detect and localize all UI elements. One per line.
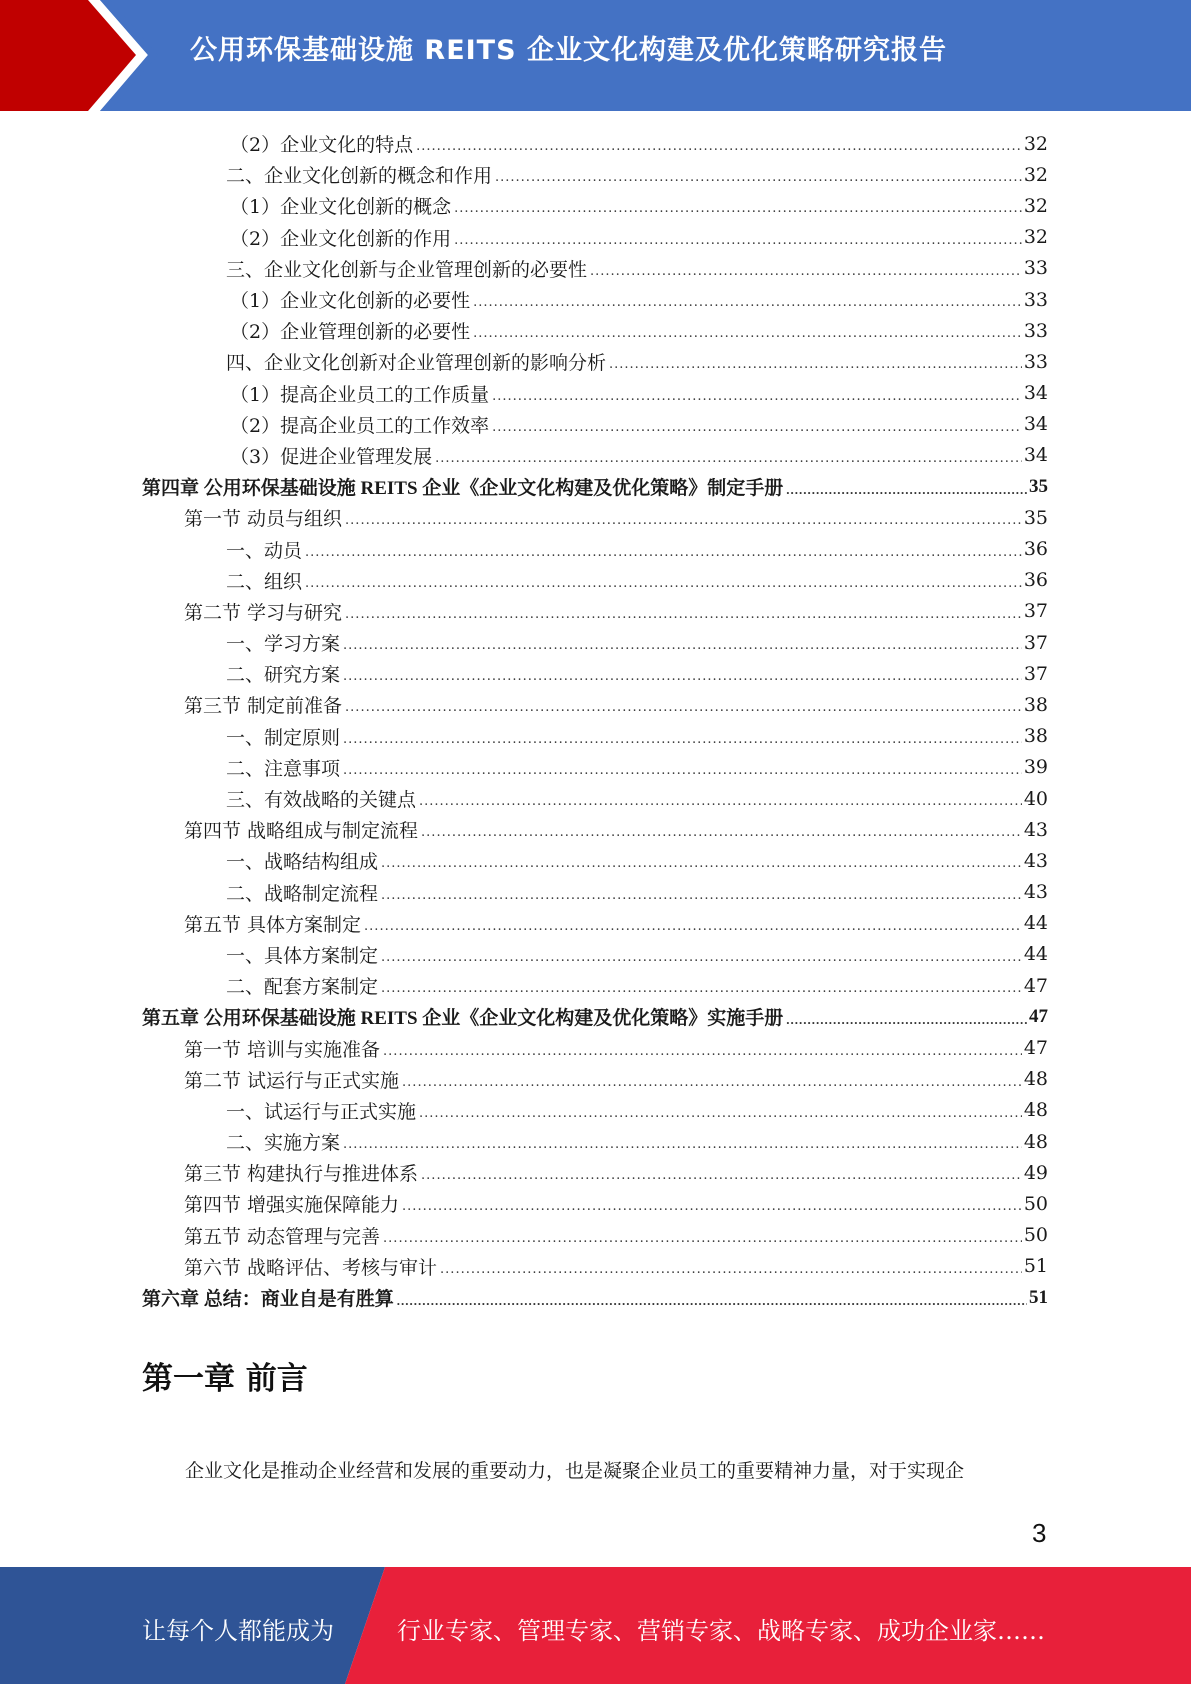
toc-entry-page: 48: [1023, 1099, 1048, 1122]
toc-entry-label: 第二节 学习与研究: [184, 598, 345, 625]
toc-leader-dots: [435, 451, 1022, 466]
toc-leader-dots: [440, 1262, 1022, 1277]
toc-entry-page: 34: [1023, 382, 1048, 405]
toc-entry[interactable]: [142, 814, 1048, 845]
toc-leader-dots: [419, 1106, 1022, 1121]
toc-entry-page: 48: [1023, 1068, 1048, 1091]
toc-entry[interactable]: [142, 721, 1048, 752]
toc-entry[interactable]: [142, 1001, 1048, 1032]
toc-leader-dots: [397, 1293, 1027, 1309]
toc-entry-page: 47: [1029, 1005, 1048, 1027]
toc-entry-page: 51: [1029, 1286, 1048, 1308]
toc-entry[interactable]: [142, 346, 1048, 377]
toc-entry[interactable]: [142, 627, 1048, 658]
toc-entry-label: （2）企业管理创新的必要性: [230, 317, 473, 344]
toc-entry-page: 43: [1023, 881, 1048, 904]
toc-entry-label: 四、企业文化创新对企业管理创新的影响分析: [226, 348, 609, 375]
toc-entry[interactable]: [142, 1032, 1048, 1063]
red-arrow-icon: [0, 0, 160, 111]
toc-entry-label: （1）提高企业员工的工作质量: [230, 380, 492, 407]
toc-leader-dots: [383, 1044, 1022, 1059]
toc-entry-label: （3）促进企业管理发展: [230, 442, 435, 469]
toc-entry-label: （2）企业文化创新的作用: [230, 224, 454, 251]
toc-entry[interactable]: [142, 440, 1048, 471]
toc-entry-page: 33: [1023, 319, 1048, 342]
toc-entry-label: 一、制定原则: [226, 723, 343, 750]
toc-entry[interactable]: [142, 378, 1048, 409]
toc-entry-label: （1）企业文化创新的概念: [230, 192, 454, 219]
toc-entry[interactable]: [142, 1188, 1048, 1219]
toc-entry[interactable]: [142, 939, 1048, 970]
toc-leader-dots: [473, 295, 1022, 310]
toc-entry[interactable]: [142, 533, 1048, 564]
toc-entry-page: 37: [1023, 600, 1048, 623]
toc-leader-dots: [381, 888, 1022, 903]
page-number: 3: [1032, 1518, 1047, 1548]
toc-leader-dots: [786, 1012, 1027, 1028]
toc-entry-page: 35: [1023, 506, 1048, 529]
toc-entry[interactable]: [142, 1282, 1048, 1313]
toc-entry[interactable]: [142, 128, 1048, 159]
toc-entry[interactable]: [142, 315, 1048, 346]
toc-entry-label: 第一节 动员与组织: [184, 504, 345, 531]
toc-leader-dots: [305, 576, 1022, 591]
toc-entry-label: （1）企业文化创新的必要性: [230, 286, 473, 313]
toc-entry-page: 43: [1023, 849, 1048, 872]
toc-entry[interactable]: [142, 783, 1048, 814]
toc-entry[interactable]: [142, 565, 1048, 596]
toc-leader-dots: [454, 233, 1022, 248]
toc-entry[interactable]: [142, 471, 1048, 502]
toc-leader-dots: [343, 638, 1022, 653]
footer-slogan-right: 行业专家、管理专家、营销专家、战略专家、成功企业家……: [397, 1617, 1045, 1645]
toc-entry-page: 37: [1023, 631, 1048, 654]
toc-entry-label: 二、配套方案制定: [226, 972, 381, 999]
toc-leader-dots: [402, 1075, 1022, 1090]
toc-entry-label: 一、具体方案制定: [226, 941, 381, 968]
toc-leader-dots: [343, 669, 1022, 684]
toc-entry-page: 36: [1023, 538, 1048, 561]
toc-entry-page: 50: [1023, 1192, 1048, 1215]
toc-entry-label: （2）企业文化的特点: [230, 130, 416, 157]
toc-entry[interactable]: [142, 658, 1048, 689]
toc-entry[interactable]: [142, 1095, 1048, 1126]
toc-entry[interactable]: [142, 752, 1048, 783]
toc-entry-label: 第五节 动态管理与完善: [184, 1222, 383, 1249]
toc-leader-dots: [473, 326, 1022, 341]
toc-entry-label: （2）提高企业员工的工作效率: [230, 411, 492, 438]
toc-entry-label: 第六章 总结：商业自是有胜算: [142, 1284, 397, 1311]
toc-entry-page: 44: [1023, 912, 1048, 935]
toc-entry[interactable]: [142, 1064, 1048, 1095]
page-footer: [0, 1567, 1191, 1684]
toc-leader-dots: [345, 607, 1022, 622]
toc-entry[interactable]: [142, 845, 1048, 876]
toc-entry-page: 32: [1023, 163, 1048, 186]
toc-entry-label: 三、有效战略的关键点: [226, 785, 419, 812]
toc-entry-label: 二、组织: [226, 567, 305, 594]
toc-entry-page: 35: [1029, 475, 1048, 497]
toc-leader-dots: [343, 1137, 1022, 1152]
toc-entry[interactable]: [142, 970, 1048, 1001]
toc-entry-label: 第三节 构建执行与推进体系: [184, 1159, 421, 1186]
toc-leader-dots: [345, 513, 1022, 528]
toc-entry-label: 二、企业文化创新的概念和作用: [226, 161, 495, 188]
chapter-heading: 第一章 前言: [142, 1361, 308, 1397]
toc-entry-page: 37: [1023, 662, 1048, 685]
toc-entry-label: 二、研究方案: [226, 660, 343, 687]
toc-leader-dots: [381, 950, 1022, 965]
toc-entry-page: 51: [1023, 1255, 1048, 1278]
toc-entry-page: 38: [1023, 693, 1048, 716]
report-title: 公用环保基础设施 REITS 企业文化构建及优化策略研究报告: [190, 35, 947, 66]
toc-entry-page: 39: [1023, 756, 1048, 779]
toc-entry-page: 40: [1023, 787, 1048, 810]
toc-entry-label: 一、学习方案: [226, 629, 343, 656]
toc-entry-label: 第四节 战略组成与制定流程: [184, 816, 421, 843]
toc-entry[interactable]: [142, 1220, 1048, 1251]
page-header: [0, 0, 1191, 111]
toc-entry[interactable]: [142, 190, 1048, 221]
toc-entry-label: 一、战略结构组成: [226, 847, 381, 874]
toc-entry[interactable]: [142, 409, 1048, 440]
toc-entry-label: 二、注意事项: [226, 754, 343, 781]
footer-slogan-left: 让每个人都能成为: [142, 1617, 334, 1645]
toc-leader-dots: [454, 201, 1022, 216]
toc-entry-label: 第三节 制定前准备: [184, 691, 345, 718]
toc-entry-page: 33: [1023, 288, 1048, 311]
body-paragraph: 企业文化是推动企业经营和发展的重要动力，也是凝聚企业员工的重要精神力量，对于实现企: [185, 1460, 965, 1482]
toc-entry-page: 33: [1023, 350, 1048, 373]
toc-leader-dots: [381, 856, 1022, 871]
toc-entry-page: 32: [1023, 194, 1048, 217]
toc-entry-page: 49: [1023, 1161, 1048, 1184]
toc-leader-dots: [421, 1168, 1022, 1183]
toc-entry-page: 50: [1023, 1224, 1048, 1247]
toc-leader-dots: [419, 794, 1022, 809]
toc-entry[interactable]: [142, 689, 1048, 720]
toc-leader-dots: [590, 264, 1022, 279]
toc-entry-label: 一、试运行与正式实施: [226, 1097, 419, 1124]
toc-entry-page: 47: [1023, 1037, 1048, 1060]
toc-entry-label: 第五章 公用环保基础设施 REITS 企业《企业文化构建及优化策略》实施手册: [142, 1003, 786, 1030]
toc-leader-dots: [383, 1231, 1022, 1246]
toc-entry-label: 第四节 增强实施保障能力: [184, 1190, 402, 1217]
toc-leader-dots: [416, 139, 1022, 154]
toc-leader-dots: [492, 389, 1022, 404]
toc-entry[interactable]: [142, 222, 1048, 253]
toc-entry[interactable]: [142, 1251, 1048, 1282]
toc-entry[interactable]: [142, 1126, 1048, 1157]
toc-leader-dots: [492, 420, 1022, 435]
toc-leader-dots: [495, 170, 1022, 185]
toc-entry-page: 32: [1023, 226, 1048, 249]
toc-entry[interactable]: [142, 284, 1048, 315]
toc-entry-label: 二、战略制定流程: [226, 879, 381, 906]
toc-leader-dots: [305, 545, 1022, 560]
toc-leader-dots: [609, 357, 1022, 372]
toc-entry-page: 47: [1023, 974, 1048, 997]
toc-entry[interactable]: [142, 159, 1048, 190]
toc-entry-page: 48: [1023, 1130, 1048, 1153]
toc-entry-label: 一、动员: [226, 536, 305, 563]
toc-entry-page: 32: [1023, 132, 1048, 155]
toc-leader-dots: [343, 763, 1022, 778]
toc-entry[interactable]: [142, 1157, 1048, 1188]
toc-entry-label: 三、企业文化创新与企业管理创新的必要性: [226, 255, 590, 282]
toc-leader-dots: [402, 1199, 1022, 1214]
toc-entry[interactable]: [142, 502, 1048, 533]
toc-entry[interactable]: [142, 596, 1048, 627]
toc-leader-dots: [381, 981, 1022, 996]
toc-entry-label: 二、实施方案: [226, 1128, 343, 1155]
toc-entry-label: 第一节 培训与实施准备: [184, 1035, 383, 1062]
toc-leader-dots: [786, 482, 1027, 498]
toc-leader-dots: [421, 825, 1022, 840]
toc-entry-page: 43: [1023, 818, 1048, 841]
toc-entry[interactable]: [142, 253, 1048, 284]
toc-entry-page: 44: [1023, 943, 1048, 966]
toc-leader-dots: [345, 700, 1022, 715]
toc-leader-dots: [343, 732, 1022, 747]
toc-entry-label: 第五节 具体方案制定: [184, 910, 364, 937]
toc-entry-label: 第六节 战略评估、考核与审计: [184, 1253, 440, 1280]
table-of-contents: [142, 128, 1048, 1313]
toc-entry[interactable]: [142, 908, 1048, 939]
toc-entry-page: 34: [1023, 413, 1048, 436]
toc-leader-dots: [364, 919, 1022, 934]
toc-entry-label: 第二节 试运行与正式实施: [184, 1066, 402, 1093]
toc-entry-page: 34: [1023, 444, 1048, 467]
toc-entry-page: 38: [1023, 725, 1048, 748]
toc-entry[interactable]: [142, 877, 1048, 908]
toc-entry-page: 36: [1023, 569, 1048, 592]
toc-entry-label: 第四章 公用环保基础设施 REITS 企业《企业文化构建及优化策略》制定手册: [142, 473, 786, 500]
toc-entry-page: 33: [1023, 257, 1048, 280]
